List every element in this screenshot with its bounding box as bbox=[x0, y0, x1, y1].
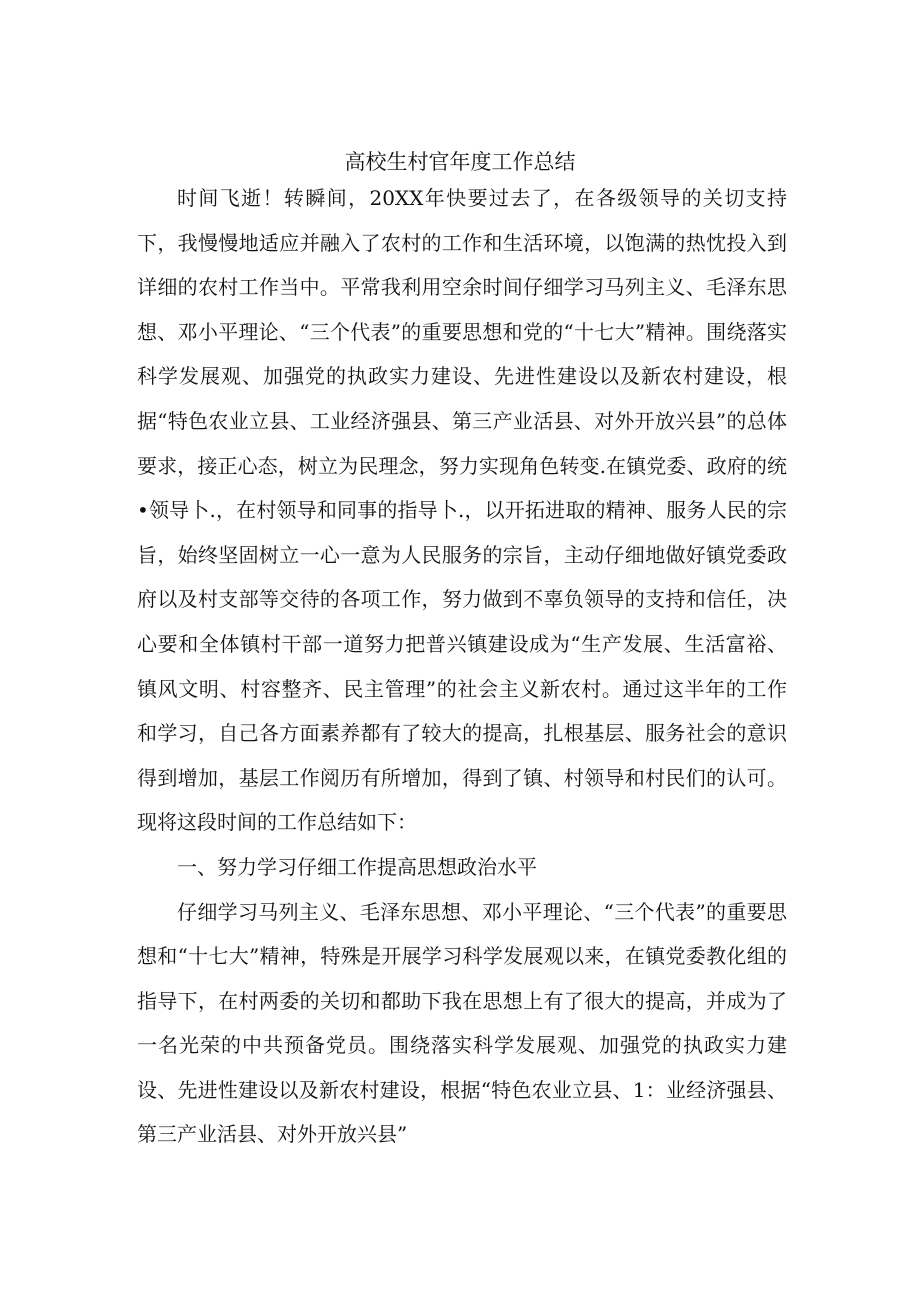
paragraph-intro: 时间飞逝！转瞬间，20XX年快要过去了，在各级领导的关切支持下，我慢慢地适应并融入了农村的工作和生活环境，以饱满的热忱投入到详细的农村工作当中。平常我利用空余时间仔细学习马列主义、毛泽东思想、邓小平理论、“三个代表”的重要思想和党的“十七大”精神。围绕落实科学发展观、加强党的执政实力建设、先进性建设以及新农村建设，根据“特色农业立县、工业经济强县、第三产业活县、对外开放兴县”的总体要求，接正心态，树立为民理念，努力实现角色转变.在镇党委、政府的统•领导卜.，在村领导和同事的指导卜.，以开拓进取的精神、服务人民的宗旨，始终坚固树立一心一意为人民服务的宗旨，主动仔细地做好镇党委政府以及村支部等交待的各项工作，努力做到不辜负领导的支持和信任，决心要和全体镇村干部一道努力把普兴镇建设成为“生产发展、生活富裕、镇风文明、村容整齐、民主管理”的社会主义新农村。通过这半年的工作和学习，自己各方面素养都有了较大的提高，扎根基层、服务社会的意识得到增加，基层工作阅历有所增加，得到了镇、村领导和村民们的认可。现将这段时间的工作总结如下： bbox=[137, 186, 787, 835]
document-title: 高校生村官年度工作总结 bbox=[344, 150, 576, 174]
document-body bbox=[137, 176, 787, 1157]
paragraph-section-1: 仔细学习马列主义、毛泽东思想、邓小平理论、“三个代表”的重要思想和“十七大”精神，特殊是开展学习科学发展观以来，在镇党委教化组的指导下，在村两委的关切和都助下我在思想上有了很大的提高，并成为了一名光荣的中共预备党员。围绕落实科学发展观、加强党的执政实力建设、先进性建设以及新农村建设，根据“特色农业立县、1：业经济强县、第三产业活县、对外开放兴县” bbox=[137, 899, 787, 1147]
section-heading-1: 一、努力学习仔细工作提高思想政治水平 bbox=[177, 854, 537, 879]
